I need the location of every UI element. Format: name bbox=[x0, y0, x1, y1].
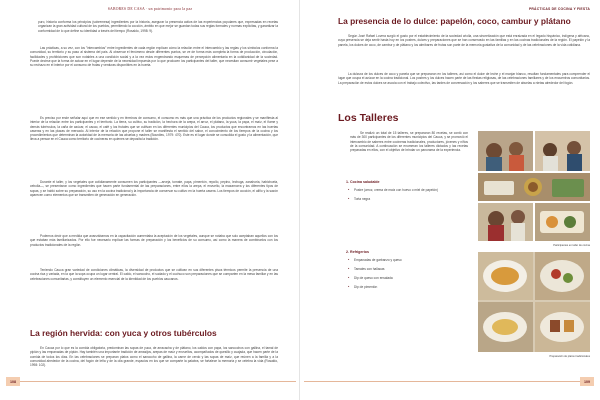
workshop-photo-art bbox=[478, 131, 590, 241]
dulce-paragraph-1: Según José Rafael Lovera surgió el gusto por el establecimiento de la sociedad criolla, una sincretización que está enraizada en el legado hispánico, indígena y africano, cuya presencia se deja sentir hasta hoy en los postres, dulces y preparaciones que se han conservado en las familias y en las cocinas tradicionales de la región. El papelón y la panela, los dulces de coco, de cambur y de plátano y los almíbares de frutas son parte de la memoria gustativa de la comunidad y de las celebraciones de la vida cotidiana. bbox=[338, 34, 590, 47]
section-heading-dulce: La presencia de lo dulce: papelón, coco, cambur y plátano bbox=[338, 16, 571, 26]
dishes-photo-art bbox=[478, 252, 590, 352]
section-heading-talleres: Los Talleres bbox=[338, 112, 399, 124]
page-number-right: 109 bbox=[580, 377, 594, 386]
paragraph-2: Las prácticas, a su vez, con los "intercambios" entre ingredientes de cada región explican cómo la relación entre el intercambio y las reglas y los símbolos conforma la comunidad, su territorio y su paso al sistema del país. Al observar el fenómeno desde diferentes puntos, se ve de forma más completa la forma de producción, circulación, facilidades y prohibiciones que son notables a una condición social y a la vez estos engendrando esquemas de percepción alimentaria en la cotidianidad de la sociedad. Puede decirse que la forma de actuar en el lugar depende de la necesidad impuesta por lo que producen los participantes del taller, que necesitan consumir vegetales pese a su rechazo en el interior por el consumo de frutas y verduras disponibles en la huerta. bbox=[30, 46, 278, 67]
folio-rule-right bbox=[304, 381, 594, 382]
paragraph-3: Es preciso por ende señalar aquí que en ese sentido y en términos de consumo, el consumo es más que una práctica de los productos regionales y se manifiesta al interior de la relación entre los participantes y el territorio. La tierra, su cultivo, su tradición, la hechura de la arepa, el arroz, el plátano, la yuca, la papa, el maíz, el ñame y demás tubérculos, la caña de azúcar, el cacao, el café y los frutales que se cultivan en los diferentes municipios del Cauca, los productos que encontramos en las huertas caseras y en las plazas de mercado. Al interior de la relación que propone el taller se manifiesta el sentido del sabor, el conocimiento de los tiempos de la cocina y los procedimientos que determinan la autoridad de la memoria de las abuelas y madres (Bourdieu, 1979: 470). Este es el lugar donde se consolida el gusto y la alimentación, que lleva a pensar en el Cauca como territorio de cocineras en quienes se deposita la tradición. bbox=[30, 116, 278, 142]
workshop-2-item: ● Dip de pimentón bbox=[346, 285, 466, 289]
photo-caption-2: Preparación de platos tradicionales bbox=[549, 355, 590, 358]
workshop-list bbox=[346, 180, 466, 295]
workshop-1-item: ● Postre (arroz, crema de maíz con huevo o miel de papelón) bbox=[346, 188, 466, 192]
paragraph-bottom: En Cauca por lo que es la comida obligatoria, predominan las sopas de yuca, de arracacha y de plátano, los caldos con papa, los sancochos con gallina, el tamal de pipián y las empanadas de pipián. Hay también una importante tradición de amasijos, arepas de maíz y envueltos, acompañados de quesillo y cuajada, que hacen parte de la comida de todos los días. En las celebraciones se preparan platos como el sancocho de gallina, la carne de cerdo y las sopas de maíz, que reúnen a la familia y a la comunidad alrededor de la cocina, del fogón de leña y de la olla grande, espacios en los que se comparte la palabra, se fortalece la memoria y se celebra la vida (Rosaldo, 1998: 102). bbox=[30, 346, 278, 367]
dulce-paragraph-2: La dulzura de los dulces de coco y panela que se prepararon en los talleres, así como el dulce de leche y el manjar blanco, resultan fundamentales para comprender el lugar que ocupa el azúcar en la cocina tradicional. Los postres y los dulces hacen parte de las fiestas religiosas, de las celebraciones familiares y de los encuentros comunitarios. La preparación de estos dulces se asocia con el trabajo colectivo, las tardes de conversación y los saberes que se transmiten de abuelas a nietas alrededor del fogón. bbox=[338, 72, 590, 85]
paragraph-6: Teniendo Cauca gran variedad de condiciones climáticas, la diversidad de productos que se cultivan en sus diferentes pisos térmicos permite la presencia de una cocina rica y variada, en la que la sopa ocupa un lugar central. El caldo, el sancocho, el sudado y el cuchuco son preparaciones que se comparten en la mesa familiar y en las celebraciones comunitarias, y constituyen un elemento esencial de la identidad de los pueblos caucanos. bbox=[30, 268, 278, 281]
workshop-photo-collage bbox=[478, 131, 590, 241]
paragraph-5: Podemos decir que a medida que avanzábamos en la capacitación aumentaba la aceptación de los vegetales, aunque se notaba que solo aceptaban aquellos con los que estaban más familiarizados. Por ello fue necesario explicar las formas de preparación y los beneficios de su consumo, así como la manera de combinarlos con los productos tradicionales de la región. bbox=[30, 234, 278, 247]
workshop-1-label: 1. Cocina saludable bbox=[346, 180, 380, 184]
workshop-1-item: ● Torta negra bbox=[346, 197, 466, 201]
workshop-2-item: ● Tamales con hallacas bbox=[346, 267, 466, 271]
folio-rule-left bbox=[6, 381, 296, 382]
paragraph-1: puro, historia conforma los principios (sobremesa) ingredientes por la historia, asegurar la presencia activa de las experiencias populares que, expresadas en recetas organizan la gran actividad cultural de los pueblos, permitiendo la cocción, ámbito en que mejor se guardan todas sus reglas formales y normas explícitas, y garantizar la conformidad de lo que define su identidad a través del tiempo (Rosaldo, 1998: 9). bbox=[38, 20, 278, 33]
page-number-left: 108 bbox=[6, 377, 20, 386]
dishes-photo-collage bbox=[478, 252, 590, 352]
workshop-2-label: 2. Refrigerios bbox=[346, 249, 369, 254]
workshop-2-item: ● Empanadas de garbanzo y queso bbox=[346, 258, 466, 262]
talleres-intro: Se realizó un total de 15 talleres, se prepararon 80 recetas, se contó con más de 300 participantes de los diferentes municipios del Cauca, y se promovió el intercambio de saberes entre cocineras tradicionales, productores, jóvenes y niños de la comunidad. A continuación se enumeran los talleres dictados y las recetas preparadas en ellos, con el objetivo de brindar un panorama de la experiencia. bbox=[350, 131, 468, 152]
running-head-right: PRÁCTICAS DE COCINA Y FIESTA bbox=[528, 7, 590, 11]
workshop-2-item: ● Dip de queso con ensalada bbox=[346, 276, 466, 280]
paragraph-4: Durante el taller, y los vegetales que cotidianamente consumen los participantes —arveja, tomate, papa, pimentón, repollo, pepino, lechuga, zanahoria, habichuela, cebolla—, se presentaron como ingredientes que hacen parte fundamental de las preparaciones, entre ellos la arepa, el envuelto, la mazamorra y los diferentes tipos de sopas, y se habló sobre su preparación, su uso en la cocina tradicional y la importancia de conservar su cultivo en la huerta casera. Los tiempos de cocción, el aliño y la sazón aparecen como elementos que se transmiten de generación en generación. bbox=[30, 180, 278, 197]
photo-caption-1: Participantes en taller de cocina bbox=[553, 244, 590, 247]
section-heading-region: La región hervida: con yuca y otros tubérculos bbox=[30, 328, 217, 338]
running-head-left: SABORES DE CASA · un patrimonio para la paz bbox=[107, 7, 193, 11]
right-page bbox=[300, 0, 600, 400]
